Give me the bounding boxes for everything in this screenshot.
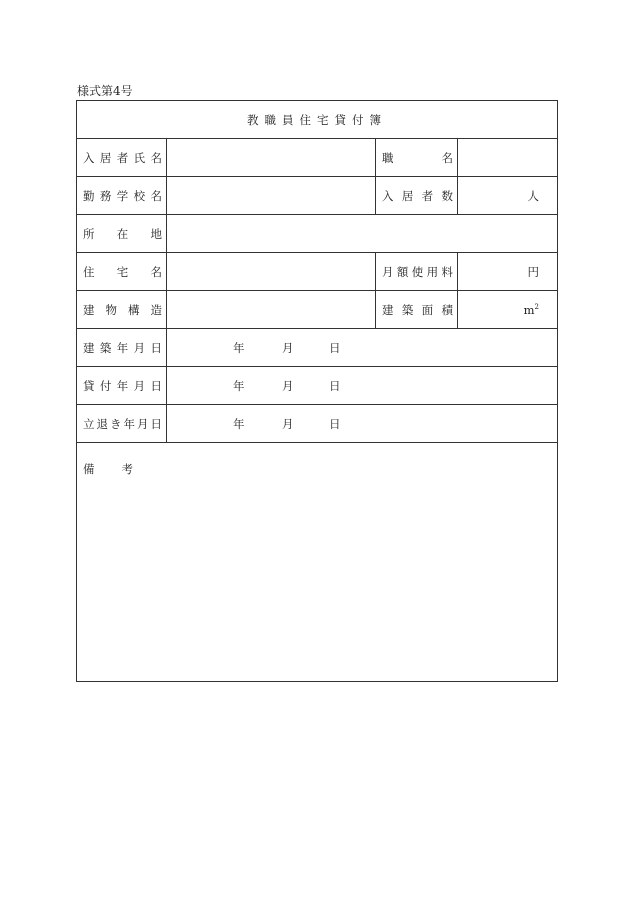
title-row [77,101,558,139]
label-house-name: 住宅名 [77,253,167,291]
field-moveout-date[interactable] [167,405,558,443]
label-resident-name: 入居者氏名 [77,139,167,177]
form-title: 教職員住宅貸付簿 [77,101,558,139]
unit-yen: 円 [527,264,539,279]
date-year-unit: 年 [233,341,245,355]
date-year-unit: 年 [233,417,245,431]
field-occupants[interactable] [458,177,558,215]
row-resident-name [77,139,558,177]
field-resident-name[interactable] [167,139,376,177]
field-structure[interactable] [167,291,376,329]
date-day-unit: 日 [329,379,341,393]
field-location[interactable] [167,215,558,253]
date-year-unit: 年 [233,379,245,393]
row-structure [77,291,558,329]
label-occupants: 入居者数 [376,177,458,215]
label-structure: 建物構造 [77,291,167,329]
label-school-name: 勤務学校名 [77,177,167,215]
row-house-name [77,253,558,291]
form-number: 様式第4号 [77,84,133,98]
field-monthly-fee[interactable] [458,253,558,291]
field-remarks[interactable] [77,443,558,682]
label-loan-date: 貸付年月日 [77,367,167,405]
field-loan-date[interactable] [167,367,558,405]
row-moveout-date [77,405,558,443]
label-monthly-fee: 月額使用料 [376,253,458,291]
label-floor-area: 建築面積 [376,291,458,329]
date-day-unit: 日 [329,417,341,431]
label-moveout-date: 立退き年月日 [77,405,167,443]
label-remarks: 備考 [83,462,133,476]
date-month-unit: 月 [282,379,294,393]
row-loan-date [77,367,558,405]
row-school-name [77,177,558,215]
field-school-name[interactable] [167,177,376,215]
label-built-date: 建築年月日 [77,329,167,367]
unit-square-meter: $m^2$ [523,302,539,317]
date-month-unit: 月 [282,341,294,355]
housing-loan-register-table [76,100,558,682]
field-floor-area[interactable] [458,291,558,329]
date-day-unit: 日 [329,341,341,355]
row-location [77,215,558,253]
row-built-date [77,329,558,367]
unit-person: 人 [527,188,539,203]
field-position[interactable] [458,139,558,177]
row-remarks [77,443,558,682]
field-house-name[interactable] [167,253,376,291]
field-built-date[interactable] [167,329,558,367]
date-month-unit: 月 [282,417,294,431]
label-position: 職 名 [376,139,458,177]
label-location: 所在地 [77,215,167,253]
